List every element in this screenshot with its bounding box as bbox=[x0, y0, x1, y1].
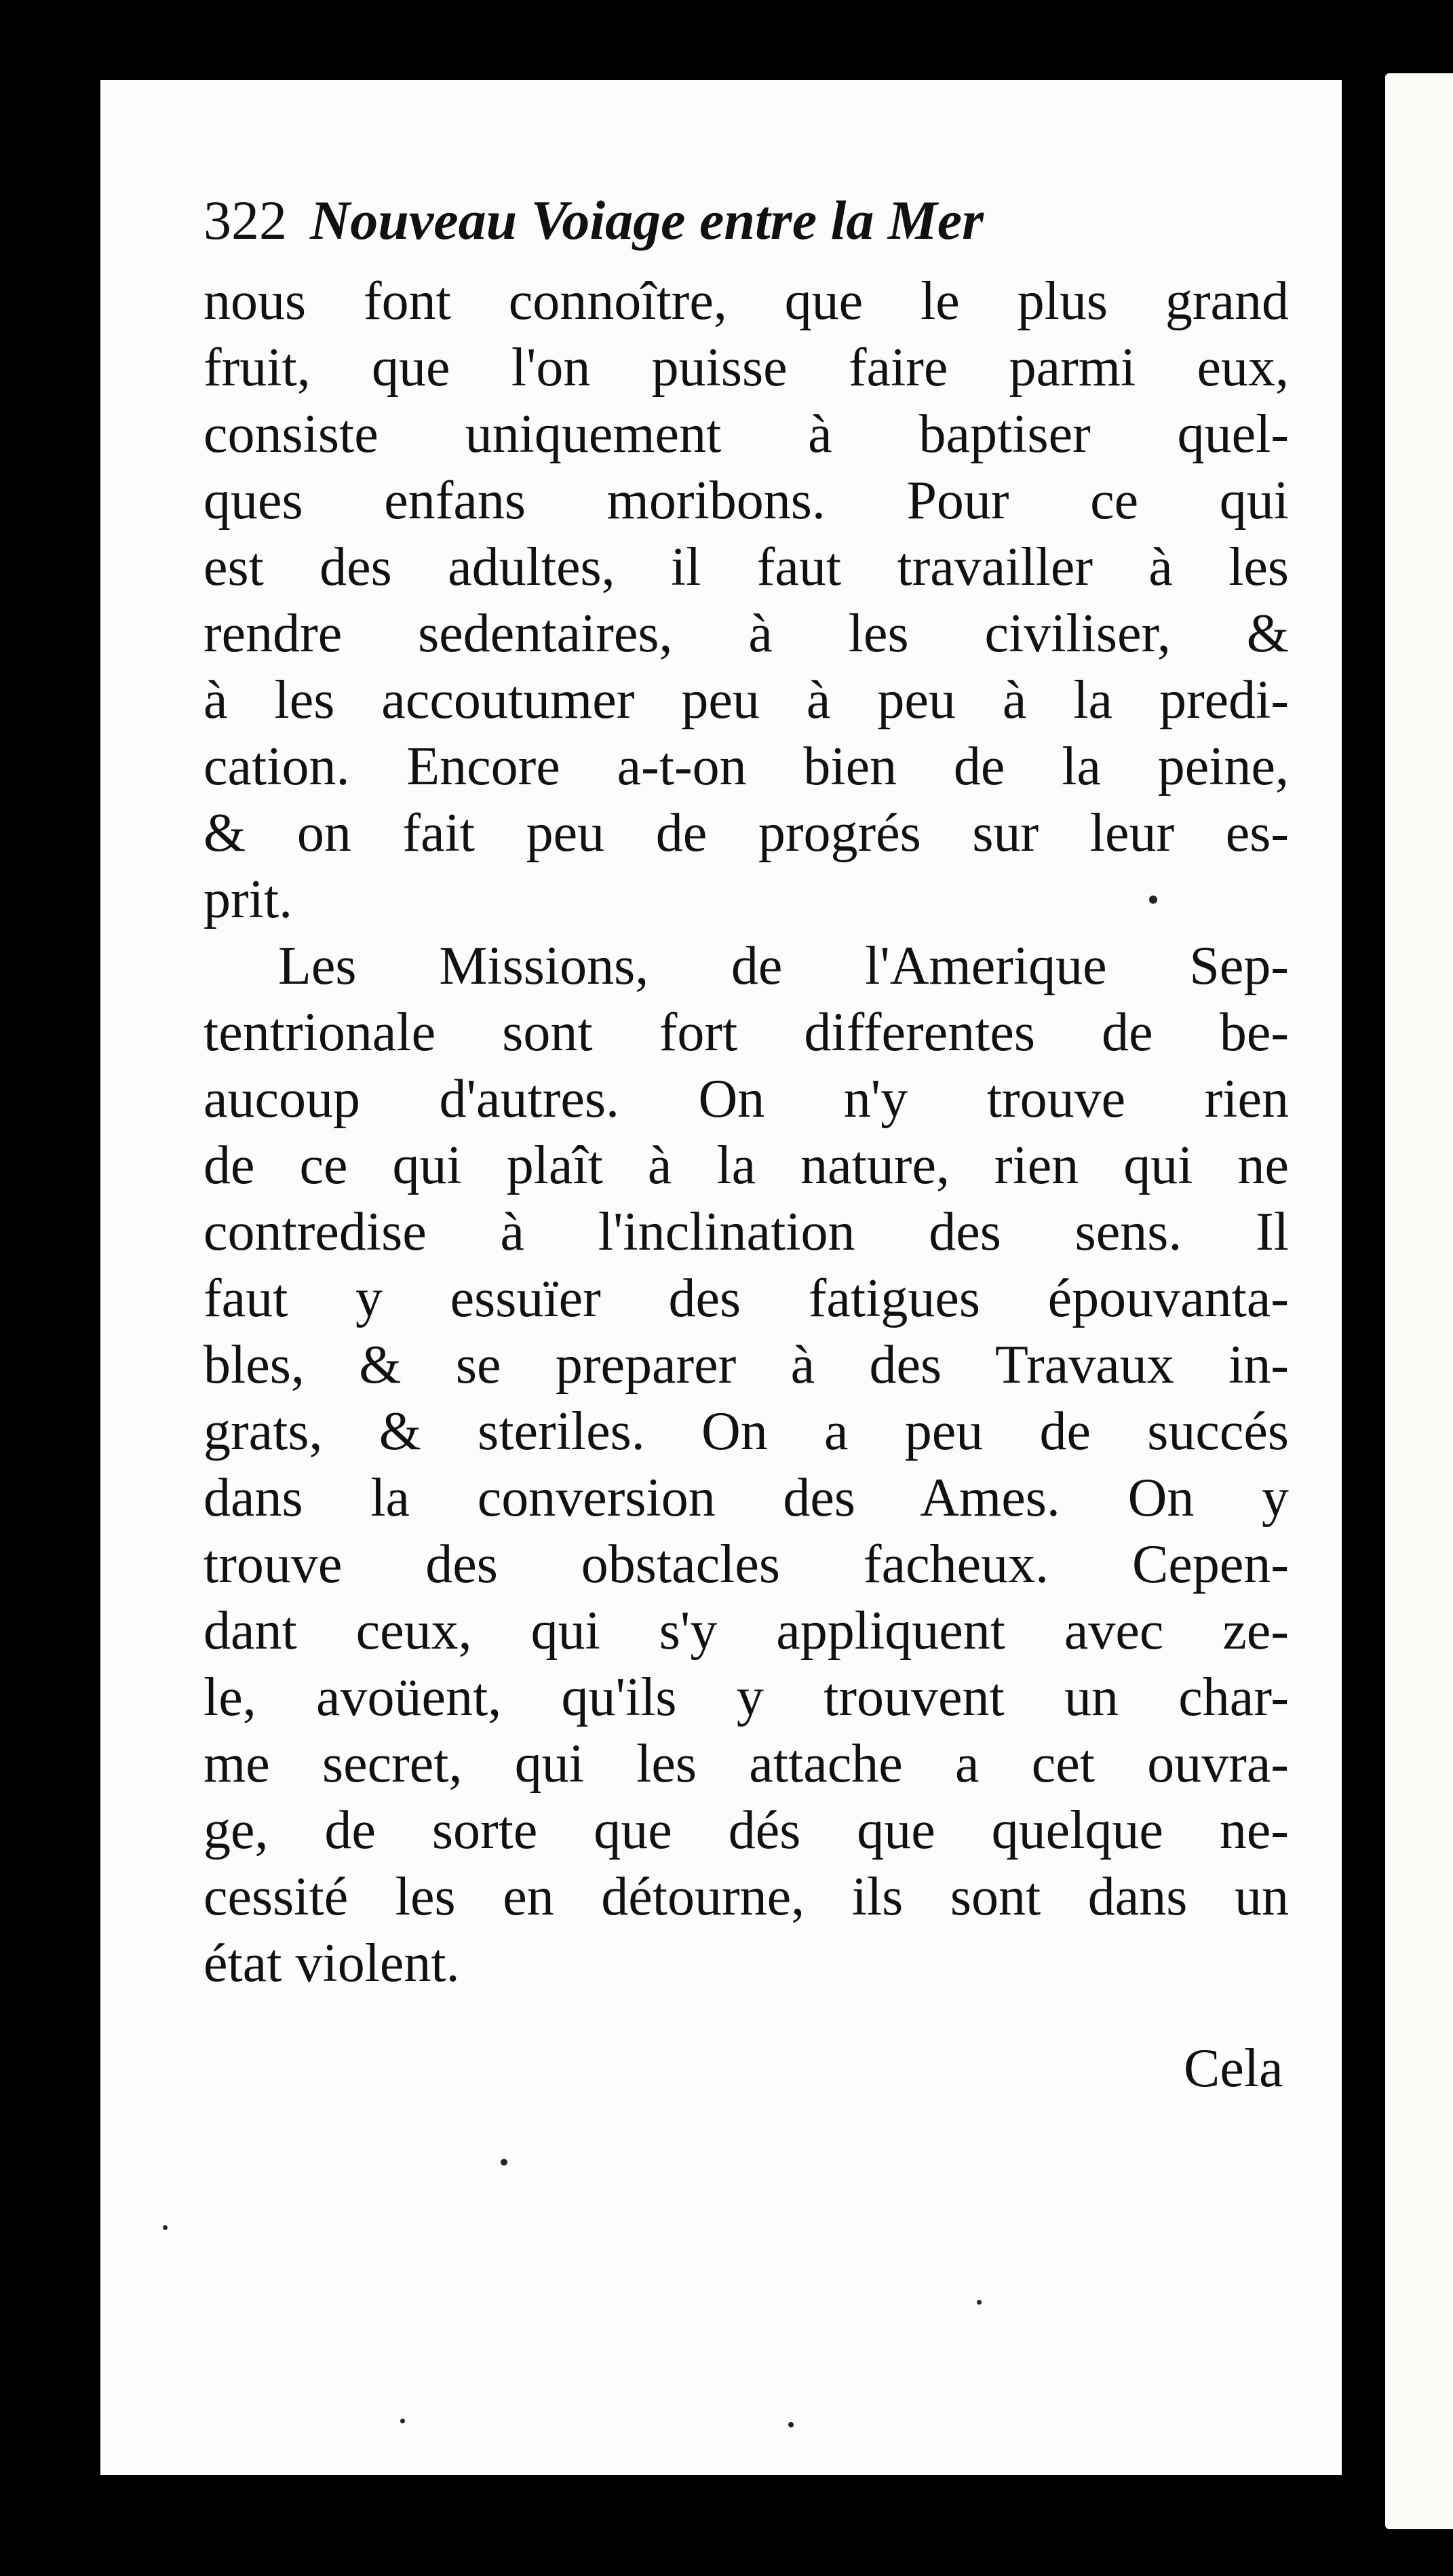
page-number: 322 bbox=[204, 189, 287, 251]
text-line: cation. Encore a-t-on bien de la peine, bbox=[204, 737, 1289, 796]
paragraph-1 bbox=[204, 268, 1302, 933]
text-line: dant ceux, qui s'y appliquent avec ze- bbox=[204, 1601, 1289, 1661]
text-line: est des adultes, il faut travailler à les bbox=[204, 537, 1289, 597]
catchword: Cela bbox=[1184, 2039, 1283, 2098]
ink-speck bbox=[1149, 896, 1157, 904]
text-line: aucoup d'autres. On n'y trouve rien bbox=[204, 1069, 1289, 1129]
facing-page-edge bbox=[1385, 73, 1453, 2529]
text-line: ge, de sorte que dés que quelque ne- bbox=[204, 1801, 1289, 1860]
text-line: cessité les en détourne, ils sont dans un bbox=[204, 1867, 1289, 1927]
ink-speck bbox=[977, 2300, 982, 2305]
text-line: me secret, qui les attache a cet ouvra- bbox=[204, 1734, 1289, 1794]
text-line: fruit, que l'on puisse faire parmi eux, bbox=[204, 338, 1289, 398]
text-line: prit. bbox=[204, 870, 293, 929]
text-line: trouve des obstacles facheux. Cepen- bbox=[204, 1535, 1289, 1594]
text-line: ques enfans moribons. Pour ce qui bbox=[204, 471, 1289, 531]
ink-speck bbox=[400, 2419, 405, 2423]
text-line: rendre sedentaires, à les civiliser, & bbox=[204, 604, 1289, 664]
page-body-text bbox=[204, 268, 1302, 1997]
text-line: consiste uniquement à baptiser quel- bbox=[204, 404, 1289, 464]
ink-speck bbox=[163, 2225, 168, 2230]
text-line: bles, & se preparer à des Travaux in- bbox=[204, 1335, 1289, 1395]
ink-speck bbox=[788, 2422, 794, 2427]
text-line: état violent. bbox=[204, 1934, 460, 1993]
running-head bbox=[204, 183, 1221, 258]
text-line: le, avoüent, qu'ils y trouvent un char- bbox=[204, 1668, 1289, 1727]
text-line: faut y essuïer des fatigues épouvanta- bbox=[204, 1269, 1289, 1328]
paragraph-2 bbox=[204, 933, 1302, 1997]
ink-speck bbox=[501, 2159, 507, 2166]
text-line: nous font connoître, que le plus grand bbox=[204, 271, 1289, 331]
text-line: de ce qui plaît à la nature, rien qui ne bbox=[204, 1136, 1289, 1195]
running-title: Nouveau Voiage entre la Mer bbox=[310, 189, 984, 251]
text-line: & on fait peu de progrés sur leur es- bbox=[204, 803, 1289, 863]
text-line: à les accoutumer peu à peu à la predi- bbox=[204, 670, 1289, 730]
text-line: tentrionale sont fort differentes de be- bbox=[204, 1003, 1289, 1062]
text-line: Les Missions, de l'Amerique Sep- bbox=[278, 936, 1289, 996]
text-line: contredise à l'inclination des sens. Il bbox=[204, 1202, 1289, 1262]
text-line: grats, & steriles. On a peu de succés bbox=[204, 1402, 1289, 1461]
text-line: dans la conversion des Ames. On y bbox=[204, 1468, 1289, 1528]
